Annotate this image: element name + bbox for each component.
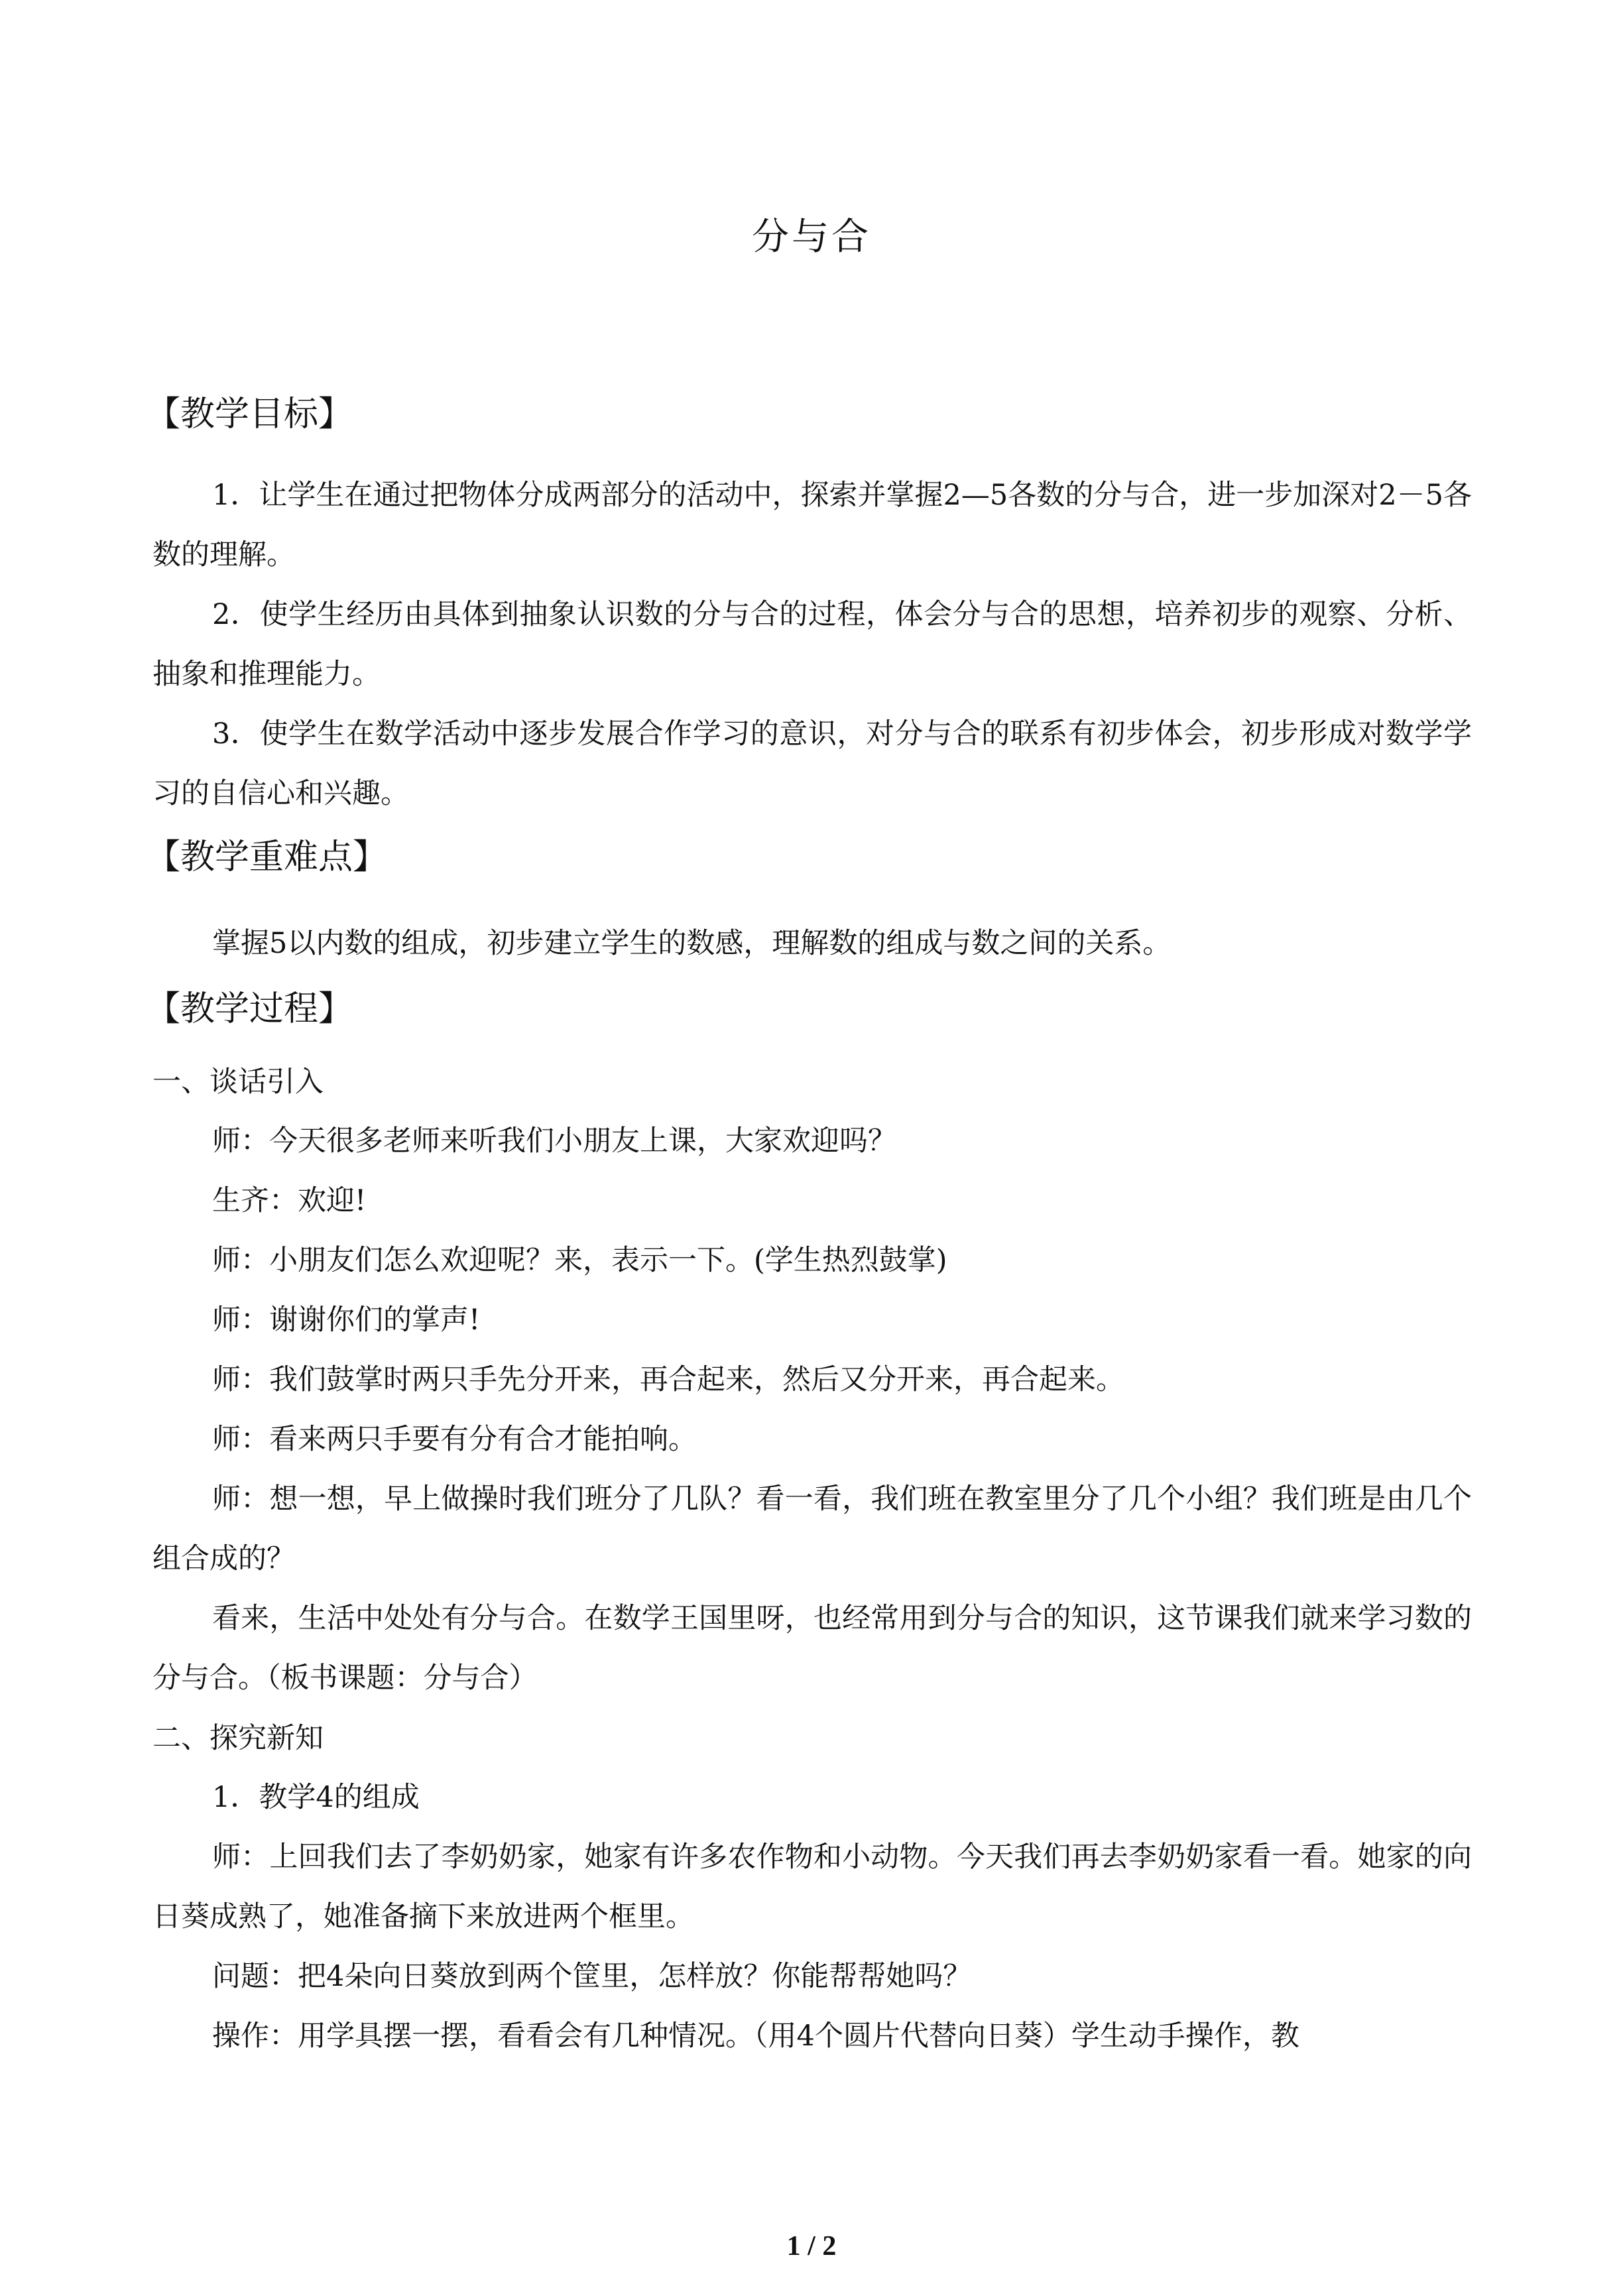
section-1-line: 师：谢谢你们的掌声! (212, 1303, 481, 1337)
objective-2: 2．使学生经历由具体到抽象认识数的分与合的过程，体会分与合的思想，培养初步的观察、分析、抽象和推理能力。 (152, 598, 1472, 691)
section-2-line: 操作：用学具摆一摆，看看会有几种情况。（用4个圆片代替向日葵）学生动手操作，教 (212, 2020, 1299, 2053)
objective-3: 3．使学生在数学活动中逐步发展合作学习的意识，对分与合的联系有初步体会，初步形成对数学学习的自信心和兴趣。 (152, 717, 1472, 810)
section-2-line: 问题：把4朵向日葵放到两个筐里，怎样放？你能帮帮她吗？ (212, 1960, 972, 1993)
section-1-line: 师：想一想，早上做操时我们班分了几队？看一看，我们班在教室里分了几个小组？我们班是由几个组合成的？ (152, 1482, 1472, 1575)
section-2-line: 师：上回我们去了李奶奶家，她家有许多农作物和小动物。今天我们再去李奶奶家看一看。她家的向日葵成熟了，她准备摘下来放进两个框里。 (152, 1841, 1472, 1933)
section-1-line: 师：今天很多老师来听我们小朋友上课，大家欢迎吗？ (212, 1124, 896, 1158)
section-2-title: 二、探究新知 (152, 1722, 324, 1755)
heading-objectives: 【教学目标】 (146, 394, 353, 434)
section-2-subtitle: 1．教学4的组成 (212, 1781, 420, 1814)
section-1-line: 师：看来两只手要有分有合才能拍响。 (212, 1423, 697, 1456)
heading-process: 【教学过程】 (146, 989, 353, 1029)
section-1-line: 师：我们鼓掌时两只手先分开来，再合起来，然后又分开来，再合起来。 (212, 1363, 1124, 1396)
objective-1: 1．让学生在通过把物体分成两部分的活动中，探索并掌握2—5各数的分与合，进一步加深对2－5各数的理解。 (152, 479, 1472, 572)
key-point-text: 掌握5以内数的组成，初步建立学生的数感，理解数的组成与数之间的关系。 (212, 927, 1172, 960)
section-1-title: 一、谈话引入 (152, 1065, 324, 1099)
section-1-line: 师：小朋友们怎么欢迎呢？来，表示一下。(学生热烈鼓掌) (212, 1244, 947, 1277)
section-1-line: 看来，生活中处处有分与合。在数学王国里呀，也经常用到分与合的知识，这节课我们就来学习数的分与合。（板书课题：分与合） (152, 1602, 1472, 1695)
document-title: 分与合 (752, 215, 871, 259)
heading-key-points: 【教学重难点】 (146, 837, 388, 877)
page-number: 1 / 2 (786, 2231, 837, 2262)
section-1-line: 生齐：欢迎! (212, 1184, 367, 1217)
